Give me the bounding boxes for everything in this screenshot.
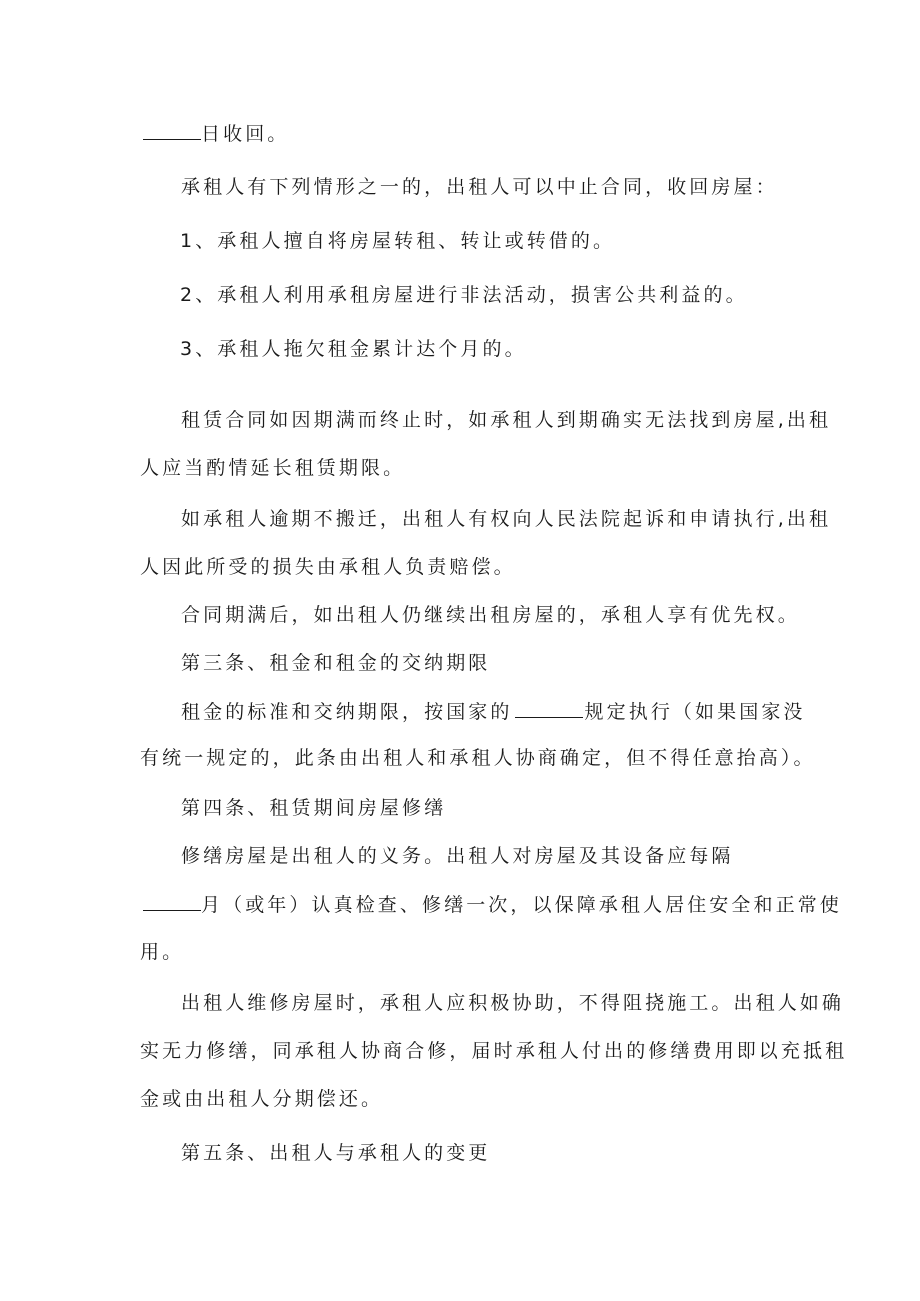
line-text: 规定执行（如果国家没	[584, 701, 806, 723]
fill-blank	[515, 699, 583, 718]
text-line	[143, 892, 842, 917]
line-text: 月（或年）认真检查、修缮一次，以保障承租人居住安全和正常使	[201, 894, 842, 916]
text-line: 实无力修缮，同承租人协商合修，届时承租人付出的修缮费用即以充抵租	[140, 1040, 848, 1062]
line-text: 日收回。	[201, 123, 290, 145]
text-line: 出租人维修房屋时，承租人应积极协助，不得阻挠施工。出租人如确	[181, 992, 845, 1014]
line-text: 租金的标准和交纳期限，按国家的	[181, 701, 513, 723]
text-line: 承租人有下列情形之一的，出租人可以中止合同，收回房屋：	[181, 176, 778, 198]
text-line: 用。	[140, 941, 185, 963]
text-line: 金或由出租人分期偿还。	[140, 1088, 384, 1110]
text-line: 3、承租人拖欠租金累计达个月的。	[180, 338, 527, 360]
text-line: 合同期满后，如出租人仍继续出租房屋的，承租人享有优先权。	[181, 604, 800, 626]
section-heading: 第五条、出租人与承租人的变更	[181, 1142, 491, 1164]
text-line: 人因此所受的损失由承租人负责赔偿。	[140, 556, 516, 578]
text-line: 租赁合同如因期满而终止时，如承租人到期确实无法找到房屋,出租	[181, 409, 832, 431]
text-line: 1、承租人擅自将房屋转租、转让或转借的。	[180, 230, 616, 252]
text-line	[143, 121, 289, 146]
text-line: 2、承租人利用承租房屋进行非法活动，损害公共利益的。	[180, 284, 748, 306]
section-heading: 第三条、租金和租金的交纳期限	[181, 652, 491, 674]
text-line	[181, 699, 806, 724]
text-line: 修缮房屋是出租人的义务。出租人对房屋及其设备应每隔	[181, 845, 734, 867]
text-line: 人应当酌情延长租赁期限。	[140, 457, 406, 479]
fill-blank	[143, 121, 201, 140]
text-line: 有统一规定的，此条由出租人和承租人协商确定，但不得任意抬高）。	[140, 747, 816, 769]
section-heading: 第四条、租赁期间房屋修缮	[181, 797, 447, 819]
text-line: 如承租人逾期不搬迁，出租人有权向人民法院起诉和申请执行,出租	[181, 508, 832, 530]
fill-blank	[143, 892, 201, 911]
